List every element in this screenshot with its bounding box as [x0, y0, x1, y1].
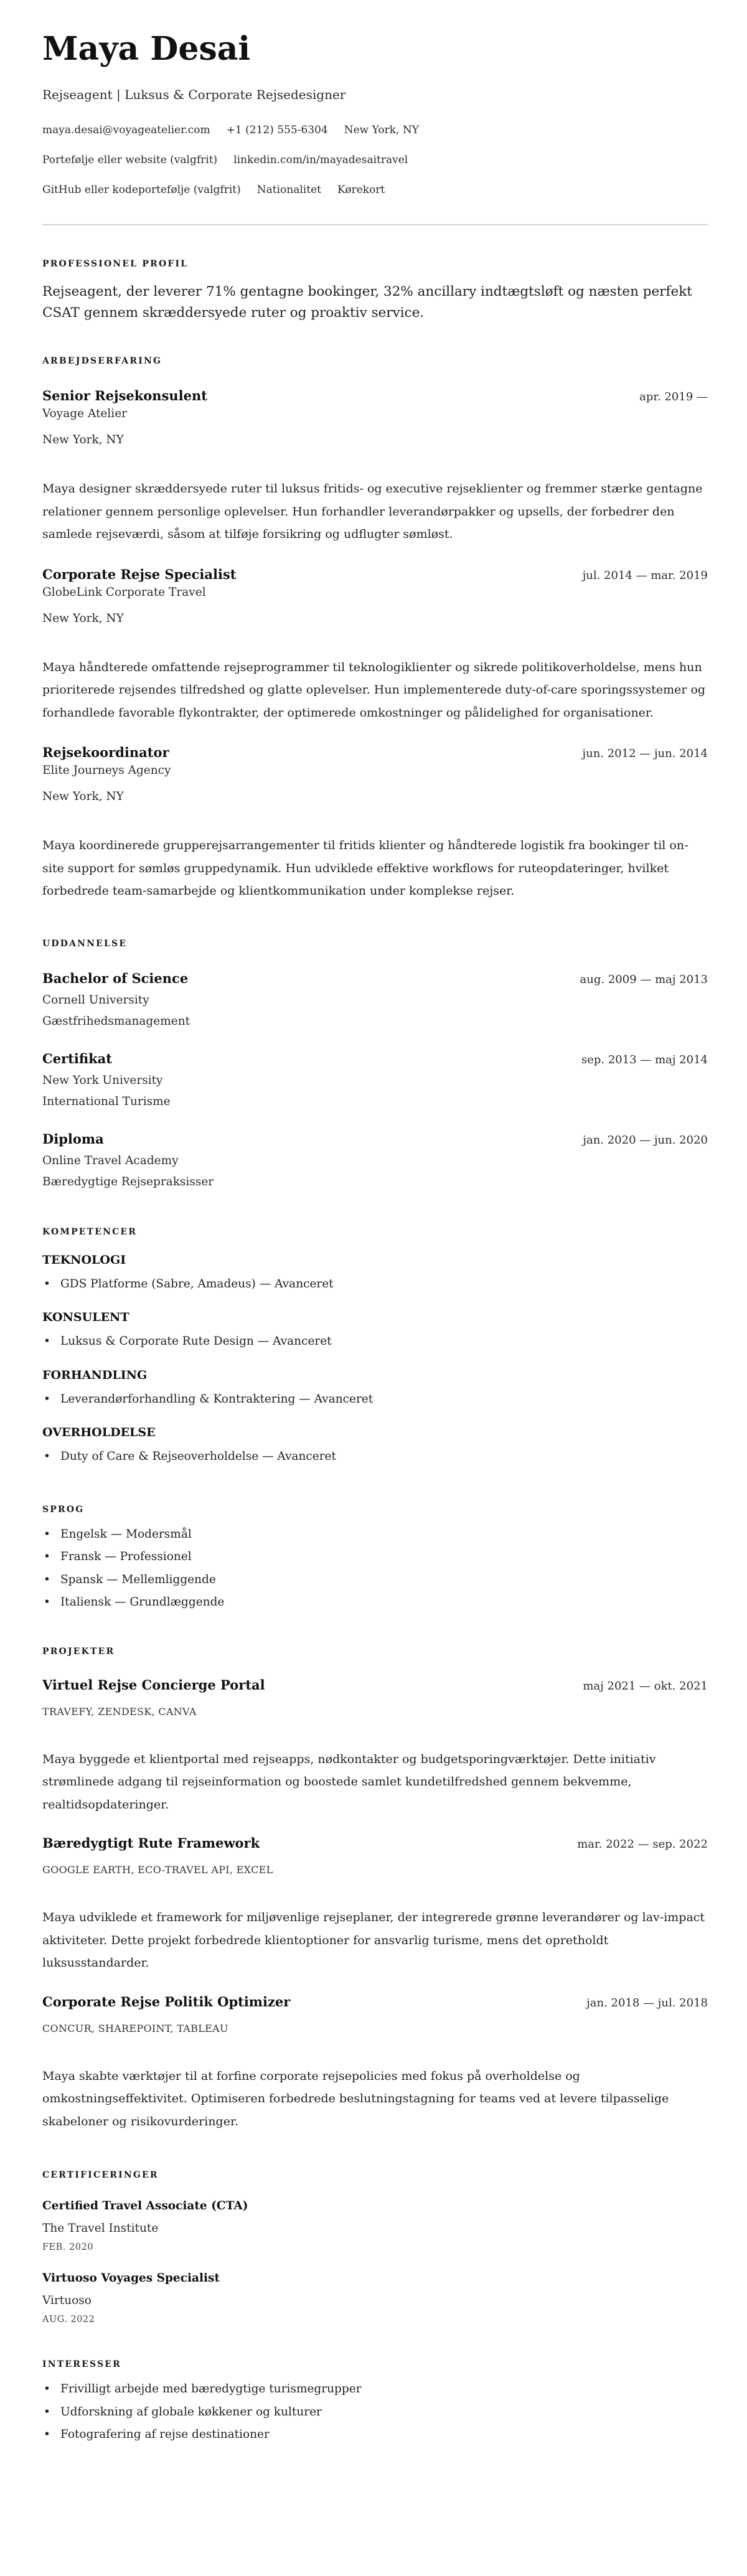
certification-issuer: The Travel Institute [42, 2222, 159, 2235]
header-divider [42, 224, 708, 225]
school-name: Cornell University [42, 993, 149, 1007]
section-heading: SPROG [42, 1504, 85, 1515]
certification-date: FEB. 2020 [42, 2242, 93, 2252]
field-of-study: International Turisme [42, 1094, 171, 1108]
interests-section [42, 2358, 708, 2447]
job-entry [42, 744, 708, 903]
project-tech-stack: TRAVEFY, ZENDESK, CANVA [42, 1705, 197, 1718]
experience-section [42, 355, 708, 903]
resume-header [42, 30, 708, 225]
certification-issuer: Virtuoso [42, 2294, 92, 2307]
languages-section [42, 1503, 708, 1614]
company-name: Elite Journeys Agency [42, 764, 171, 777]
project-title: Virtuel Rejse Concierge Portal [42, 1676, 265, 1693]
candidate-headline: Rejseagent | Luksus & Corporate Rejsedesigner [42, 87, 346, 102]
skill-item: • GDS Platforme (Sabre, Amadeus) — Avanceret [42, 1273, 708, 1296]
education-entry [42, 1050, 708, 1111]
skill-list [42, 1330, 708, 1353]
contact-line-3 [42, 182, 708, 197]
skill-list [42, 1273, 708, 1296]
project-entry [42, 1993, 708, 2133]
entry-header-row [42, 970, 708, 988]
skill-item: • Luksus & Corporate Rute Design — Avanceret [42, 1330, 708, 1353]
contact-line-1 [42, 123, 708, 138]
certification-entry [42, 2270, 708, 2326]
date-range: maj 2021 — okt. 2021 [583, 1679, 708, 1693]
language-item: • Spansk — Mellemliggende [42, 1569, 708, 1592]
section-heading: CERTIFICERINGER [42, 2170, 159, 2180]
drivers-license: Kørekort [337, 184, 385, 196]
job-description: Maya koordinerede grupperejsarrangementer til fritids klienter og håndterede logistik fra bookinger til on-site support for sømløs gruppedynamik. Hun udviklede effektive workflows for ruteopdateringer, hvilket forbedrede team-samarbejde og klientkommunikation under komplekse rejser. [42, 839, 688, 898]
job-entry [42, 566, 708, 725]
education-entry [42, 970, 708, 1030]
interest-list [42, 2378, 708, 2447]
certification-date: AUG. 2022 [42, 2315, 95, 2325]
project-tech-stack: GOOGLE EARTH, ECO-TRAVEL API, EXCEL [42, 1864, 273, 1876]
job-location: New York, NY [42, 611, 124, 625]
school-name: New York University [42, 1073, 163, 1087]
portfolio-link[interactable]: Portefølje eller website (valgfrit) [42, 154, 218, 166]
entry-header-row [42, 744, 708, 762]
date-range: mar. 2022 — sep. 2022 [577, 1838, 708, 1851]
certification-entry [42, 2198, 708, 2254]
date-range: aug. 2009 — maj 2013 [580, 972, 708, 986]
degree-title: Diploma [42, 1131, 104, 1147]
job-location: New York, NY [42, 433, 124, 446]
skill-group-heading: OVERHOLDELSE [42, 1426, 156, 1439]
candidate-name: Maya Desai [42, 30, 251, 68]
company-name: GlobeLink Corporate Travel [42, 585, 206, 599]
date-range: jun. 2012 — jun. 2014 [582, 747, 708, 760]
education-entry [42, 1131, 708, 1191]
date-range: sep. 2013 — maj 2014 [581, 1053, 708, 1066]
degree-title: Certifikat [42, 1050, 112, 1066]
entry-header-row [42, 1835, 708, 1853]
interest-item: • Udforskning af globale køkkener og kulturer [42, 2401, 708, 2424]
interest-item: • Frivilligt arbejde med bæredygtige turismegrupper [42, 2378, 708, 2401]
language-item: • Italiensk — Grundlæggende [42, 1591, 708, 1614]
section-heading: ARBEJDSERFARING [42, 356, 162, 366]
company-name: Voyage Atelier [42, 407, 127, 420]
language-item: • Engelsk — Modersmål [42, 1523, 708, 1546]
entry-header-row [42, 1676, 708, 1695]
section-heading: UDDANNELSE [42, 938, 128, 949]
section-heading: KOMPETENCER [42, 1226, 138, 1237]
job-title: Corporate Rejse Specialist [42, 566, 237, 582]
location: New York, NY [344, 124, 419, 136]
entry-header-row [42, 387, 708, 405]
school-name: Online Travel Academy [42, 1154, 179, 1167]
field-of-study: Gæstfrihedsmanagement [42, 1014, 190, 1028]
project-description: Maya udviklede et framework for miljøvenlige rejseplaner, der integrerede grønne leverandører og lav-impact aktiviteter. Dette projekt forbedrede klientoptioner for ansvarlig turisme, mens det opretholdt luksusstandarder. [42, 1911, 705, 1970]
education-section [42, 938, 708, 1191]
entry-header-row [42, 1993, 708, 2011]
job-location: New York, NY [42, 790, 124, 803]
project-description: Maya skabte værktøjer til at forfine corporate rejsepolicies med fokus på overholdelse og omkostningseffektivitet. Optimiseren forbedrede beslutningstagning for teams ved at levere tilpasselige skabeloner og risikovurderinger. [42, 2069, 669, 2128]
contact-line-2 [42, 153, 708, 167]
date-range: jul. 2014 — mar. 2019 [582, 568, 708, 582]
entry-header-row [42, 566, 708, 584]
certifications-section [42, 2169, 708, 2326]
profile-section [42, 258, 708, 324]
skill-list [42, 1445, 708, 1469]
email-link[interactable]: maya.desai@voyageatelier.com [42, 124, 210, 136]
field-of-study: Bæredygtige Rejsepraksisser [42, 1175, 214, 1188]
language-list [42, 1523, 708, 1614]
job-description: Maya håndterede omfattende rejseprogrammer til teknologiklienter og sikrede politikoverholdelse, mens hun prioriterede rejsendes tilfredshed og glatte oplevelser. Hun implementerede duty-of-care sporingssystemer og forhandlede favorable flykontrakter, der optimerede omkostninger og pålidelighed for organisationer. [42, 660, 706, 720]
date-range: jan. 2018 — jul. 2018 [586, 1996, 708, 2010]
skill-item: • Duty of Care & Rejseoverholdelse — Avanceret [42, 1445, 708, 1469]
section-heading: PROJEKTER [42, 1646, 115, 1657]
skill-group-heading: KONSULENT [42, 1310, 129, 1324]
project-description: Maya byggede et klientportal med rejseapps, nødkontakter og budgetsporingværktøjer. Dette initiativ strømlinede adgang til rejseinformation og boostede samlet kundetilfredshed gennem bekvemme, realtidsopdateringer. [42, 1752, 656, 1812]
project-entry [42, 1835, 708, 1975]
section-heading: PROFESSIONEL PROFIL [42, 259, 189, 269]
entry-header-row [42, 1050, 708, 1068]
interest-item: • Fotografering af rejse destinationer [42, 2423, 708, 2447]
nationality: Nationalitet [256, 184, 321, 196]
job-title: Senior Rejsekonsulent [42, 388, 207, 403]
job-description: Maya designer skræddersyede ruter til luksus fritids- og executive rejseklienter og fremmer stærke gentagne relationer gennem personlige oplevelser. Hun forhandler leverandørpakker og upsells, der forbedrer den samlede rejseværdi, såsom at tilføje forsikring og udflugter sømløst. [42, 482, 703, 541]
skill-group-heading: FORHANDLING [42, 1368, 148, 1382]
job-title: Rejsekoordinator [42, 745, 169, 760]
date-range: jan. 2020 — jun. 2020 [583, 1133, 708, 1147]
language-item: • Fransk — Professionel [42, 1546, 708, 1569]
section-heading: INTERESSER [42, 2359, 121, 2369]
project-title: Corporate Rejse Politik Optimizer [42, 1993, 291, 2010]
linkedin-link[interactable]: linkedin.com/in/mayadesaitravel [233, 154, 408, 166]
skill-item: • Leverandørforhandling & Kontraktering — Avanceret [42, 1388, 708, 1411]
degree-title: Bachelor of Science [42, 970, 189, 986]
date-range: apr. 2019 — [639, 390, 708, 403]
project-entry [42, 1676, 708, 1817]
certification-name: Virtuoso Voyages Specialist [42, 2272, 220, 2285]
skill-group-heading: TEKNOLOGI [42, 1253, 126, 1267]
project-tech-stack: CONCUR, SHAREPOINT, TABLEAU [42, 2022, 228, 2034]
project-title: Bæredygtigt Rute Framework [42, 1835, 260, 1851]
phone-number[interactable]: +1 (212) 555-6304 [226, 124, 328, 136]
skills-section [42, 1226, 708, 1469]
profile-summary: Rejseagent, der leverer 71% gentagne bookinger, 32% ancillary indtægtsløft og næsten perfekt CSAT gennem skræddersyede ruter og proaktiv service. [42, 284, 692, 321]
projects-section [42, 1645, 708, 2133]
skill-list [42, 1388, 708, 1411]
job-entry [42, 387, 708, 546]
certification-name: Certified Travel Associate (CTA) [42, 2199, 248, 2212]
entry-header-row [42, 1131, 708, 1149]
github-link[interactable]: GitHub eller kodeportefølje (valgfrit) [42, 184, 241, 196]
